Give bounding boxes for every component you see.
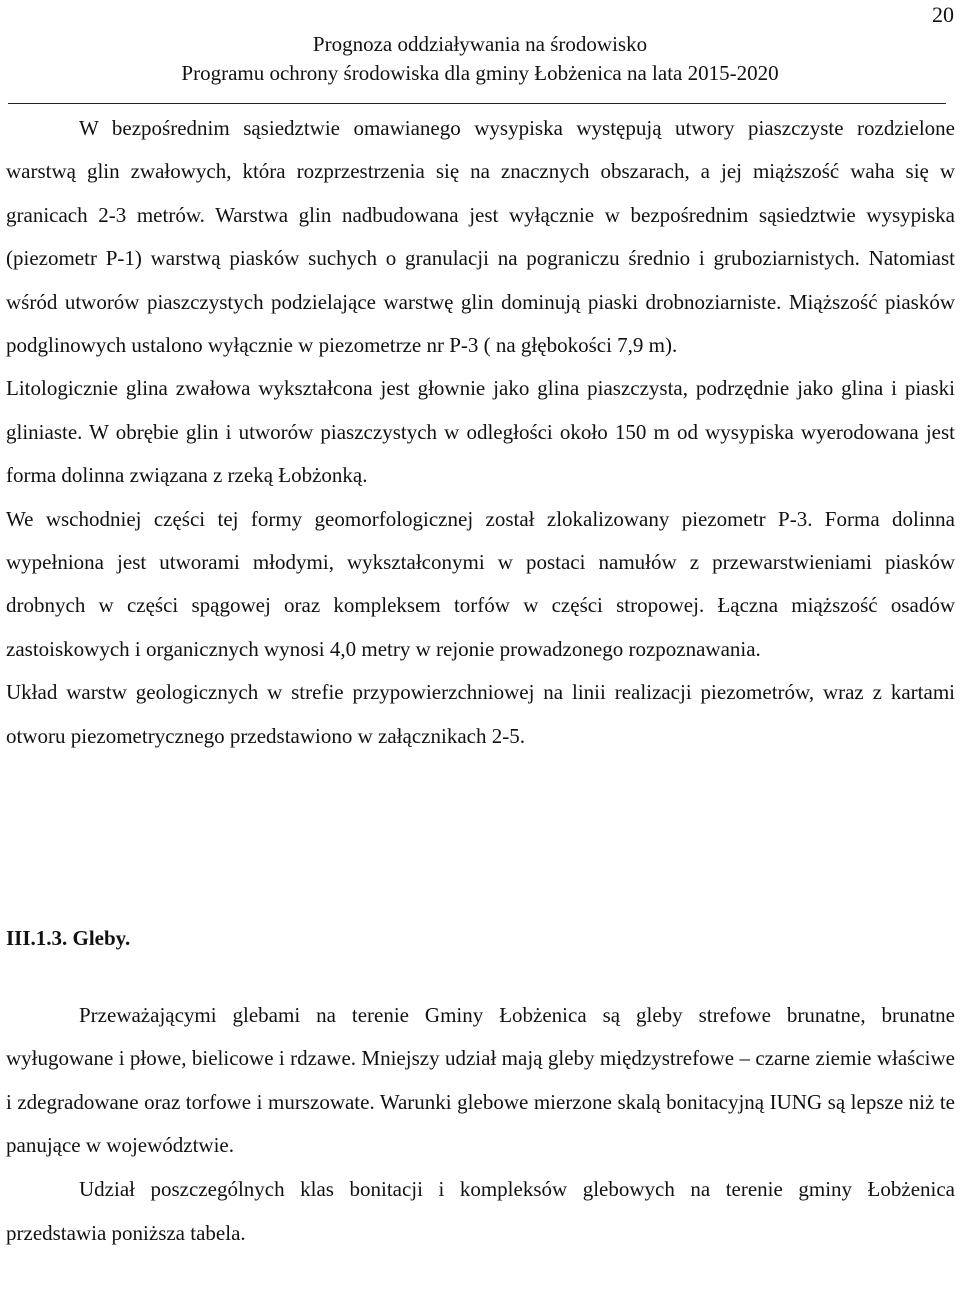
soils-section [6, 994, 955, 1255]
paragraph-geology-1: W bezpośrednim sąsiedztwie omawianego wysypiska występują utwory piaszczyste rozdzielone warstwą glin zwałowych, która rozprzestrzenia się na znacznych obszarach, a jej miąższość waha się w granicach 2-3 metrów. Warstwa glin nadbudowana jest wyłącznie w bezpośrednim sąsiedztwie wysypiska (piezometr P-1) warstwą piasków suchych o granulacji na pograniczu średnio i gruboziarnistych. Natomiast wśród utworów piaszczystych podzielające warstwę glin dominują piaski drobnoziarniste. Miąższość piasków podglinowych ustalono wyłącznie w piezometrze nr P-3 ( na głębokości 7,9 m). [6, 116, 955, 358]
page-number: 20 [932, 2, 954, 27]
paragraph-soils-1: Przeważającymi glebami na terenie Gminy Łobżenica są gleby strefowe brunatne, brunatne wyługowane i płowe, bielicowe i rdzawe. Mniejszy udział mają gleby międzystrefowe – czarne ziemie właściwe i zdegradowane oraz torfowe i murszowate. Warunki glebowe mierzone skalą bonitacyjną IUNG są lepsze niż te panujące w województwie. [6, 1003, 955, 1158]
paragraph-geology-4: Układ warstw geologicznych w strefie przypowierzchniowej na linii realizacji piezometrów, wraz z kartami otworu piezometrycznego przedstawiono w załącznikach 2-5. [6, 680, 955, 748]
header-rule [8, 103, 946, 104]
body-text [6, 107, 955, 758]
paragraph-geology-3: We wschodniej części tej formy geomorfologicznej został zlokalizowany piezometr P-3. Forma dolinna wypełniona jest utworami młodymi, wykształconymi w postaci namułów z przewarstwieniami piasków drobnych w części spągowej oraz kompleksem torfów w części stropowej. Łączna miąższość osadów zastoiskowych i organicznych wynosi 4,0 metry w rejonie prowadzonego rozpoznawania. [6, 506, 955, 661]
paragraph-soils-2: Udział poszczególnych klas bonitacji i kompleksów glebowych na terenie gminy Łobżenica przedstawia poniższa tabela. [6, 1177, 955, 1245]
paragraph-geology-2: Litologicznie glina zwałowa wykształcona jest głownie jako glina piaszczysta, podrzędnie jako glina i piaski gliniaste. W obrębie glin i utworów piaszczystych w odległości około 150 m od wysypiska wyerodowana jest forma dolinna związana z rzeką Łobżonką. [6, 376, 955, 488]
header-title-line: Prognoza oddziaływania na środowisko [312, 32, 648, 56]
header-subtitle-line: Programu ochrony środowiska dla gminy Łobżenica na lata 2015-2020 [181, 61, 779, 85]
running-header [0, 30, 960, 88]
section-heading-soils: III.1.3. Gleby. [6, 926, 131, 950]
